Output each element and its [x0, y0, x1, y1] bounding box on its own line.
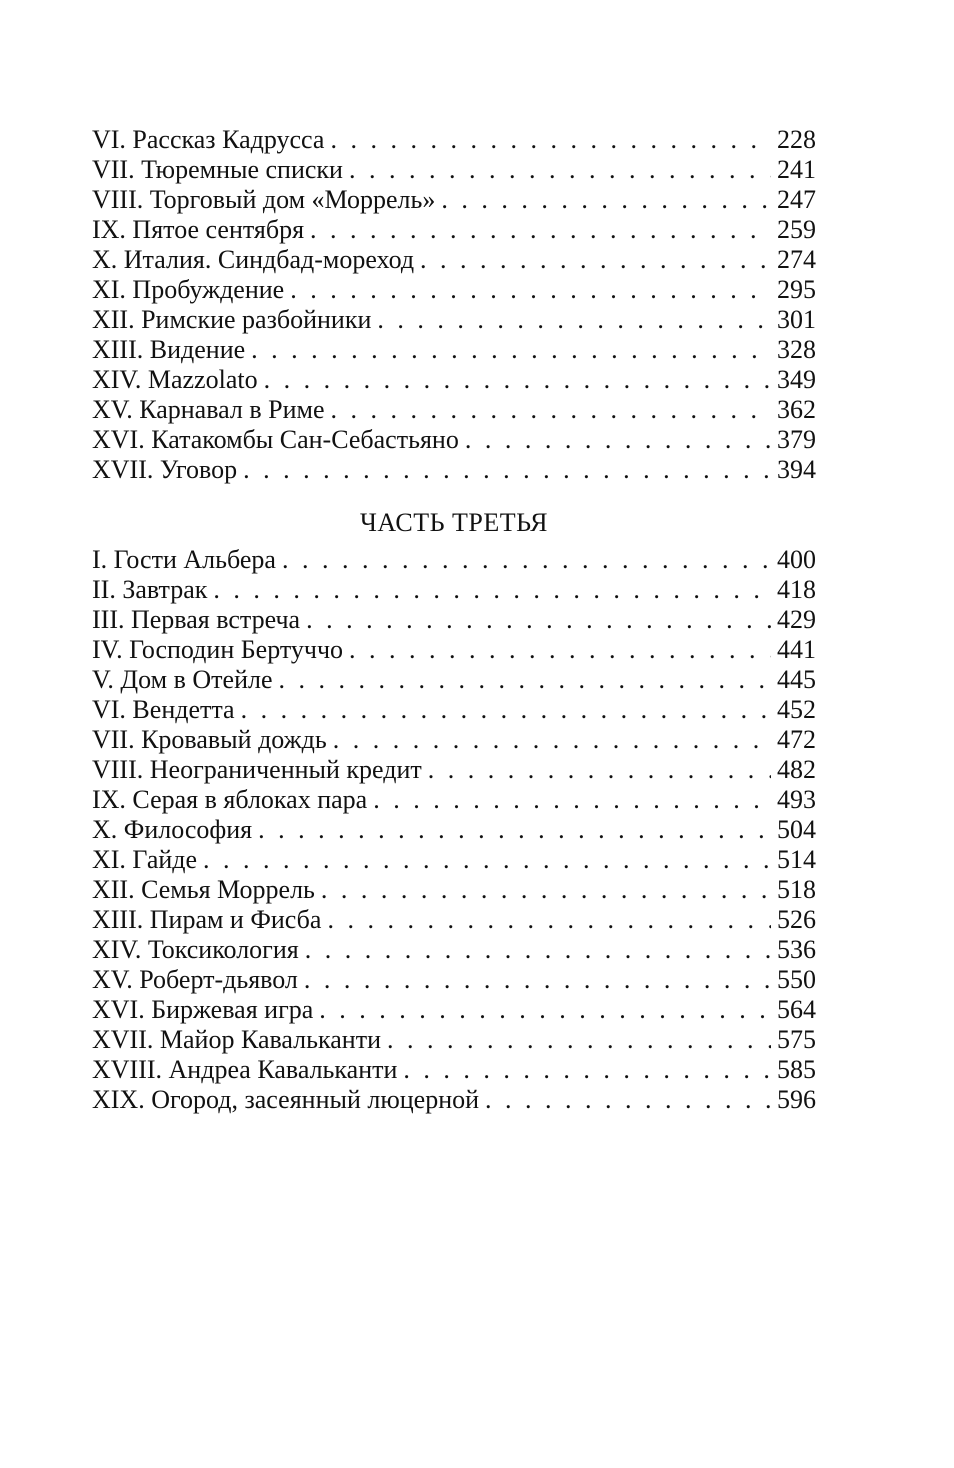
dot-leader [387, 1025, 771, 1055]
toc-entry-title: XVII. Майор Кавальканти [92, 1025, 381, 1054]
toc-entry [92, 275, 816, 305]
toc-entry [92, 395, 816, 425]
dot-leader [327, 905, 771, 935]
dot-leader [465, 425, 771, 455]
toc-entry [92, 695, 816, 725]
toc-entry-title: XII. Римские разбойники [92, 305, 372, 334]
toc-entry [92, 335, 816, 365]
toc-entry-title: XVI. Биржевая игра [92, 995, 314, 1024]
toc-entry-page: 429 [777, 605, 816, 634]
dot-leader [305, 935, 771, 965]
dot-leader [213, 575, 771, 605]
dot-leader [290, 275, 771, 305]
toc-entry [92, 215, 816, 245]
toc-entry-page: 328 [777, 335, 816, 364]
toc-entry-title: X. Италия. Синдбад-мореход [92, 245, 415, 274]
dot-leader [282, 545, 771, 575]
toc-entry-page: 441 [777, 635, 816, 664]
toc-entry [92, 905, 816, 935]
toc-entry-title: XVIII. Андреа Кавальканти [92, 1055, 398, 1084]
toc-entry [92, 845, 816, 875]
toc-entry-title: IX. Серая в яблоках пара [92, 785, 368, 814]
toc-entry-title: VI. Рассказ Кадрусса [92, 125, 325, 154]
dot-leader [321, 875, 771, 905]
toc-entry [92, 605, 816, 635]
toc-entry-page: 585 [777, 1055, 816, 1084]
toc-entry [92, 635, 816, 665]
dot-leader [428, 755, 771, 785]
toc-entry-title: XVII. Уговор [92, 455, 238, 484]
toc-entry-title: I. Гости Альбера [92, 545, 276, 574]
toc-entry-title: XI. Пробуждение [92, 275, 285, 304]
dot-leader [349, 155, 771, 185]
toc-entry [92, 365, 816, 395]
toc-entry-title: XV. Карнавал в Риме [92, 395, 325, 424]
toc-entry [92, 755, 816, 785]
toc-entry-page: 482 [777, 755, 816, 784]
toc-entry [92, 455, 816, 485]
toc-entry-title: III. Первая встреча [92, 605, 301, 634]
toc-entry-page: 259 [777, 215, 816, 244]
toc-entry [92, 155, 816, 185]
toc-entry-page: 247 [777, 185, 816, 214]
dot-leader [243, 455, 771, 485]
dot-leader [304, 965, 771, 995]
toc-entry-page: 362 [777, 395, 816, 424]
dot-leader [349, 635, 771, 665]
toc-part-two-list [92, 125, 816, 485]
toc-entry-page: 575 [777, 1025, 816, 1054]
dot-leader [333, 725, 771, 755]
toc-entry [92, 785, 816, 815]
toc-entry-title: XIII. Видение [92, 335, 246, 364]
toc-part-three-list [92, 545, 816, 1115]
dot-leader [441, 185, 771, 215]
toc-entry-page: 301 [777, 305, 816, 334]
toc-entry-title: II. Завтрак [92, 575, 208, 604]
dot-leader [319, 995, 771, 1025]
toc-entry-title: V. Дом в Отейле [92, 665, 273, 694]
toc-entry-page: 445 [777, 665, 816, 694]
toc-entry [92, 815, 816, 845]
toc-entry-title: IV. Господин Бертуччо [92, 635, 344, 664]
dot-leader [203, 845, 771, 875]
toc-entry-page: 550 [777, 965, 816, 994]
toc-entry [92, 1025, 816, 1055]
toc-entry [92, 935, 816, 965]
toc-entry-page: 452 [777, 695, 816, 724]
toc-entry-title: XI. Гайде [92, 845, 198, 874]
toc-entry [92, 545, 816, 575]
toc-entry-title: XV. Роберт-дьявол [92, 965, 298, 994]
toc-entry-page: 400 [777, 545, 816, 574]
toc-entry-page: 493 [777, 785, 816, 814]
toc-entry-page: 418 [777, 575, 816, 604]
toc-entry-title: VII. Тюремные списки [92, 155, 343, 184]
toc-entry-page: 274 [777, 245, 816, 274]
toc-entry [92, 185, 816, 215]
dot-leader [306, 605, 771, 635]
toc-entry-page: 379 [777, 425, 816, 454]
toc-entry-page: 394 [777, 455, 816, 484]
toc-entry-page: 536 [777, 935, 816, 964]
toc-entry [92, 125, 816, 155]
toc-entry-title: XII. Семья Моррель [92, 875, 315, 904]
toc-entry-page: 349 [777, 365, 816, 394]
dot-leader [241, 695, 771, 725]
toc-entry-page: 564 [777, 995, 816, 1024]
toc-entry-page: 518 [777, 875, 816, 904]
toc-entry [92, 995, 816, 1025]
toc-entry [92, 965, 816, 995]
toc-entry [92, 725, 816, 755]
dot-leader [373, 785, 771, 815]
toc-entry-page: 526 [777, 905, 816, 934]
toc-entry-title: VII. Кровавый дождь [92, 725, 327, 754]
toc-entry-title: XIII. Пирам и Фисба [92, 905, 322, 934]
toc-entry-title: XVI. Катакомбы Сан-Себастьяно [92, 425, 459, 454]
toc-entry-title: XIV. Токсикология [92, 935, 299, 964]
toc-entry [92, 665, 816, 695]
dot-leader [403, 1055, 771, 1085]
toc-entry-title: VI. Вендетта [92, 695, 235, 724]
toc-entry [92, 575, 816, 605]
toc-entry-page: 596 [777, 1085, 816, 1114]
dot-leader [310, 215, 771, 245]
toc-entry-page: 514 [777, 845, 816, 874]
dot-leader [258, 815, 771, 845]
toc-entry-page: 228 [777, 125, 816, 154]
toc-entry [92, 1055, 816, 1085]
dot-leader [330, 125, 771, 155]
dot-leader [485, 1085, 771, 1115]
toc-entry [92, 425, 816, 455]
toc-entry-title: IX. Пятое сентября [92, 215, 305, 244]
toc-entry [92, 245, 816, 275]
dot-leader [331, 395, 771, 425]
dot-leader [251, 335, 771, 365]
dot-leader [420, 245, 771, 275]
toc-entry [92, 1085, 816, 1115]
toc-entry [92, 875, 816, 905]
toc-entry-page: 472 [777, 725, 816, 754]
dot-leader [377, 305, 771, 335]
toc-entry [92, 305, 816, 335]
dot-leader [279, 665, 771, 695]
dot-leader [264, 365, 771, 395]
toc-entry-page: 241 [777, 155, 816, 184]
toc-entry-title: VIII. Неограниченный кредит [92, 755, 422, 784]
toc-entry-page: 504 [777, 815, 816, 844]
toc-entry-title: XIX. Огород, засеянный люцерной [92, 1085, 480, 1114]
toc-entry-title: XIV. Mazzolato [92, 365, 258, 394]
part-three-heading: ЧАСТЬ ТРЕТЬЯ [359, 508, 549, 537]
toc-entry-page: 295 [777, 275, 816, 304]
toc-entry-title: X. Философия [92, 815, 253, 844]
toc-entry-title: VIII. Торговый дом «Моррель» [92, 185, 436, 214]
